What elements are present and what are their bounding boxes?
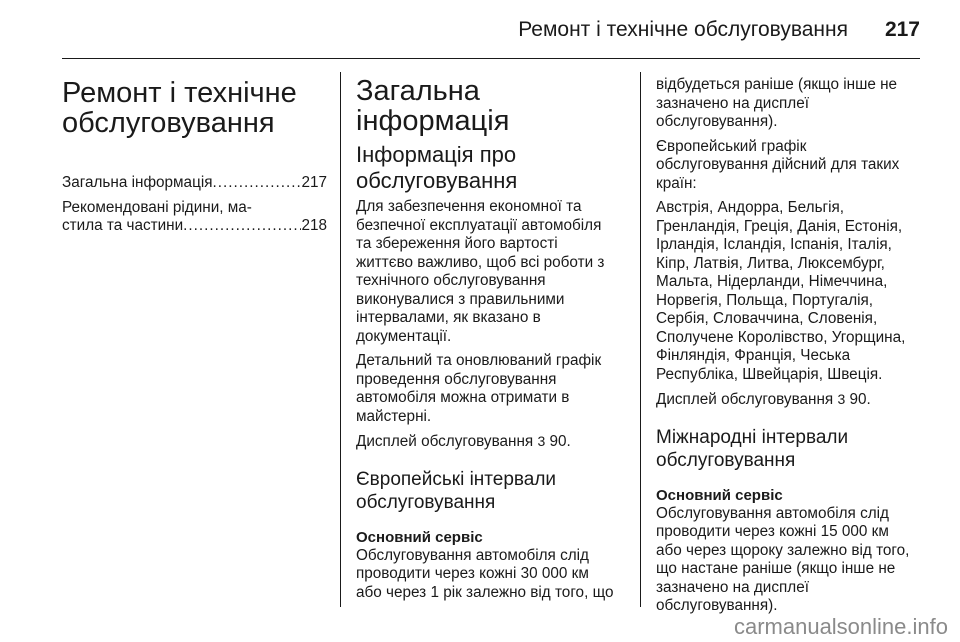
toc-entry-title: Загальна інформація (62, 174, 213, 191)
text-line: обслуговування). (656, 113, 778, 130)
reference-page: 90. (849, 391, 871, 408)
subsection-heading (356, 142, 626, 194)
reference-text: Дисплей обслуговування (656, 391, 834, 408)
text-line: документації. (356, 327, 452, 345)
paragraph (656, 76, 931, 132)
minor-heading: Основний сервіс (356, 528, 483, 546)
column-divider-2 (640, 72, 641, 607)
heading-line: Міжнародні інтервали (656, 426, 849, 448)
reference-page: 90. (549, 433, 571, 450)
heading-line: обслуговування (656, 449, 796, 471)
toc-entry-page: 217 (301, 174, 327, 191)
country-list (656, 199, 931, 384)
column-divider-1 (340, 72, 341, 607)
text-line: країн: (656, 174, 697, 192)
page-header (0, 0, 960, 58)
text-line: Обслуговування автомобіля слід (656, 504, 889, 522)
text-line: або через щороку залежно від того, (656, 541, 910, 559)
text-line: Обслуговування автомобіля слід (356, 546, 589, 564)
chapter-title (62, 78, 327, 138)
text-line: Для забезпечення економної та (356, 198, 582, 215)
paragraph (356, 198, 626, 346)
column-3 (656, 76, 931, 622)
text-line: майстерні. (356, 407, 432, 425)
page-reference-icon: 3 (537, 433, 546, 449)
text-line: зазначено на дисплеї (656, 94, 809, 112)
paragraph (656, 505, 931, 616)
toc-entry[interactable] (62, 174, 327, 193)
toc-leader (183, 217, 301, 236)
text-line: безпечної експлуатації автомобіля (356, 216, 602, 234)
subsection-heading (356, 468, 626, 514)
page-reference-icon: 3 (837, 391, 846, 407)
toc-leader (213, 174, 302, 193)
text-line: зазначено на дисплеї (656, 578, 809, 596)
heading-line: обслуговування (356, 168, 518, 193)
text-line: обслуговування дійсний для таких (656, 156, 900, 173)
subsection-heading (656, 426, 931, 472)
reference-text: Дисплей обслуговування (356, 433, 534, 450)
text-line: проводити через кожні 15 000 км (656, 523, 889, 540)
text-line: Австрія, Андорра, Бельгія, (656, 199, 845, 216)
text-line: технічного обслуговування (356, 272, 546, 289)
text-line: відбудеться раніше (якщо інше не (656, 76, 898, 93)
watermark: carmanualsonline.info (733, 614, 948, 639)
text-line: що настане раніше (якщо інше не (656, 560, 896, 577)
header-divider (62, 58, 920, 59)
chapter-title-line: обслуговування (62, 107, 275, 139)
column-1 (62, 76, 327, 242)
text-line: інтервалами, як вказано в (356, 309, 541, 326)
running-title: Ремонт і технічне обслуговування (518, 18, 848, 41)
text-line: Республіка, Швейцарія, Швеція. (656, 365, 883, 383)
text-line: Кіпр, Латвія, Литва, Люксембург, (656, 254, 885, 272)
text-line: виконувалися з правильними (356, 290, 565, 308)
text-line: Сербія, Словаччина, Словенія, (656, 310, 878, 327)
text-line: автомобіля можна отримати в (356, 389, 570, 406)
column-2 (356, 76, 626, 608)
text-line: Гренландія, Греція, Данія, Естонія, (656, 217, 903, 235)
heading-line: Інформація про (356, 142, 517, 167)
text-line: Норвегія, Польща, Португалія, (656, 291, 874, 309)
text-line: життєво важливо, щоб всі роботи з (356, 253, 605, 271)
text-line: та збереження його вартості (356, 235, 558, 252)
text-line: проводити через кожні 30 000 км (356, 565, 589, 582)
section-title: Загальна інформація (356, 75, 510, 137)
paragraph (356, 352, 626, 426)
toc-entry[interactable] (62, 199, 327, 236)
chapter-title-line: Ремонт і технічне (62, 77, 297, 109)
page-number: 217 (884, 18, 920, 41)
text-line: Детальний та оновлюваний графік (356, 352, 602, 369)
text-line: Європейський графік (656, 137, 807, 155)
text-line: проведення обслуговування (356, 370, 557, 388)
toc-entry-title: Рекомендовані рідини, ма- (62, 198, 252, 216)
text-line: обслуговування). (656, 597, 778, 614)
cross-reference[interactable] (656, 390, 931, 410)
minor-heading: Основний сервіс (656, 486, 783, 504)
heading-line: обслуговування (356, 491, 496, 513)
text-line: Фінляндія, Франція, Чеська (656, 347, 851, 364)
toc-entry-page: 218 (301, 217, 327, 234)
table-of-contents (62, 174, 327, 236)
heading-line: Європейські інтервали (356, 468, 557, 490)
text-line: Сполучене Королівство, Угорщина, (656, 328, 906, 346)
cross-reference[interactable] (356, 432, 626, 452)
toc-entry-title: стила та частини (62, 217, 184, 234)
text-line: Мальта, Нідерланди, Німеччина, (656, 273, 888, 290)
text-line: Ірландія, Ісландія, Іспанія, Італія, (656, 236, 892, 253)
paragraph (356, 547, 626, 603)
text-line: або через 1 рік залежно від того, що (356, 583, 614, 601)
paragraph (656, 138, 931, 194)
